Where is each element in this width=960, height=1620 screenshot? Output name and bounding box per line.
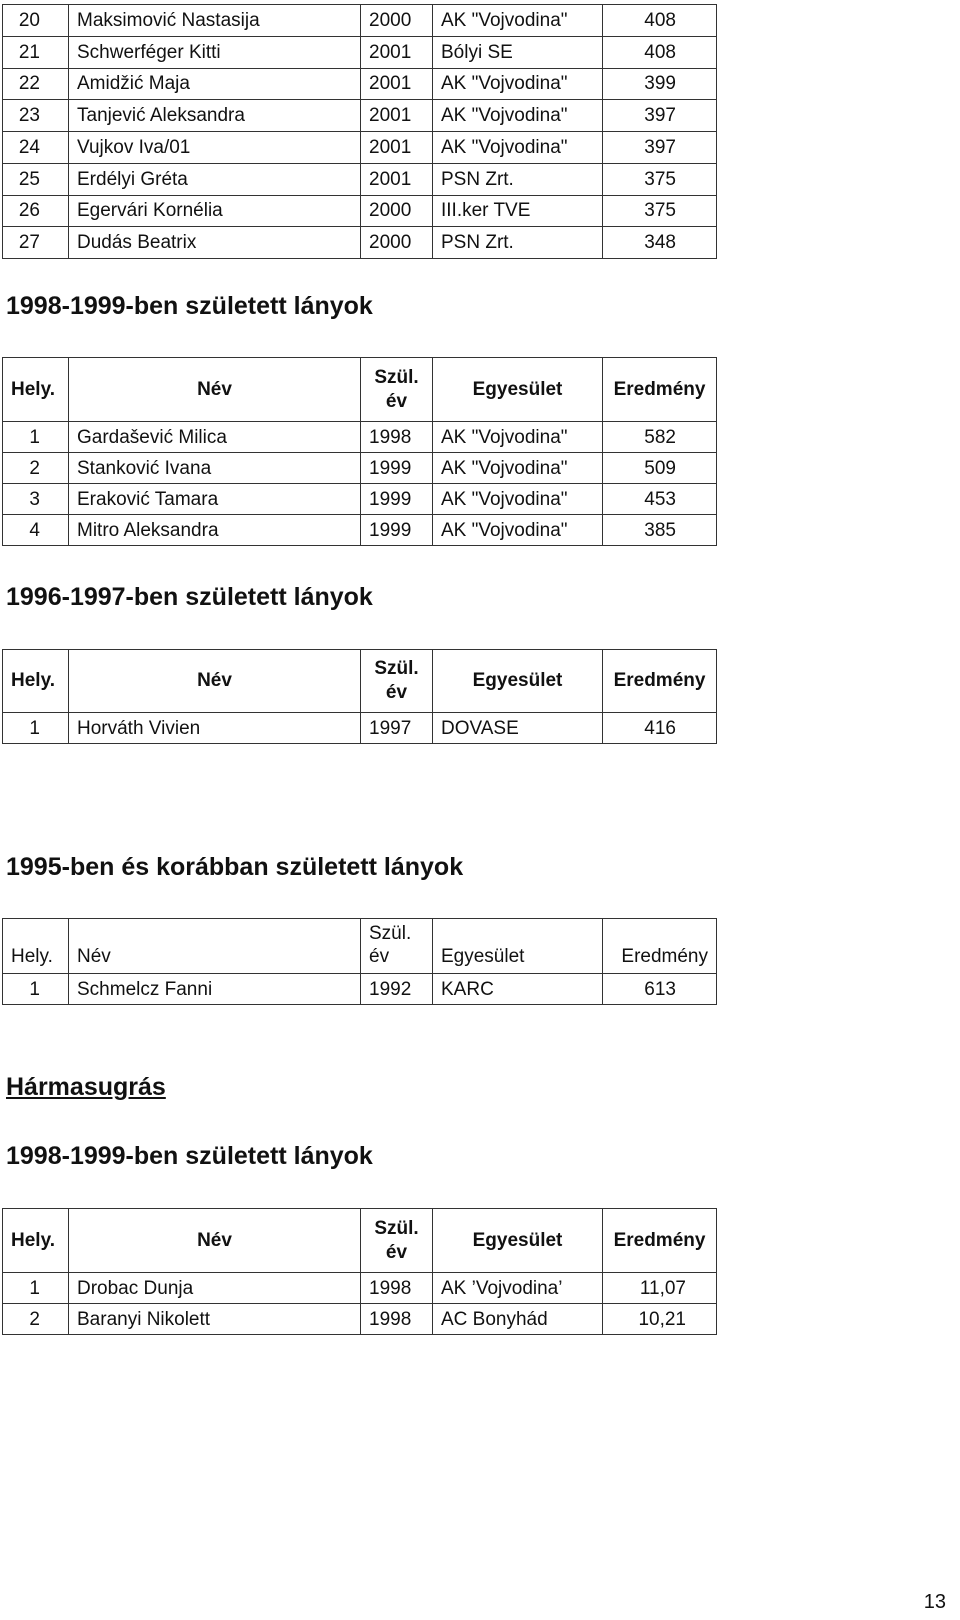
header-result: Eredmény — [603, 358, 717, 422]
row-birth-year: 2001 — [361, 132, 433, 164]
row-place: 23 — [3, 100, 69, 132]
row-birth-year: 2000 — [361, 227, 433, 259]
row-result: 397 — [603, 100, 717, 132]
table-row — [3, 100, 717, 132]
row-club: AK "Vojvodina" — [433, 100, 603, 132]
row-place: 26 — [3, 195, 69, 227]
row-club: PSN Zrt. — [433, 227, 603, 259]
header-result: Eredmény — [603, 919, 717, 974]
header-club: Egyesület — [433, 358, 603, 422]
row-club: III.ker TVE — [433, 195, 603, 227]
row-club: AK "Vojvodina" — [433, 453, 603, 484]
row-name: Eraković Tamara — [69, 484, 361, 515]
row-name: Schwerféger Kitti — [69, 36, 361, 68]
row-club: PSN Zrt. — [433, 163, 603, 195]
row-place: 1 — [3, 713, 69, 744]
row-name: Schmelcz Fanni — [69, 974, 361, 1005]
header-birth-year: Szül. év — [361, 1209, 433, 1273]
row-birth-year: 1998 — [361, 1273, 433, 1304]
row-place: 2 — [3, 1304, 69, 1335]
continued-results-table — [2, 4, 717, 259]
results-table-1998-1999 — [2, 357, 717, 546]
row-place: 3 — [3, 484, 69, 515]
table-row — [3, 974, 717, 1005]
header-club: Egyesület — [433, 1209, 603, 1273]
header-name: Név — [69, 919, 361, 974]
section-title-1998-1999: 1998-1999-ben született lányok — [6, 292, 373, 320]
table-header-row — [3, 650, 717, 713]
row-result: 348 — [603, 227, 717, 259]
header-name: Név — [69, 1209, 361, 1273]
row-birth-year: 1998 — [361, 1304, 433, 1335]
header-place: Hely. — [3, 358, 69, 422]
row-result: 509 — [603, 453, 717, 484]
row-name: Stanković Ivana — [69, 453, 361, 484]
header-place: Hely. — [3, 919, 69, 974]
row-birth-year: 2001 — [361, 100, 433, 132]
table-row — [3, 453, 717, 484]
event-title: Hármasugrás — [6, 1073, 166, 1101]
table-row — [3, 5, 717, 37]
row-club: AK "Vojvodina" — [433, 68, 603, 100]
row-name: Drobac Dunja — [69, 1273, 361, 1304]
row-club: AK "Vojvodina" — [433, 484, 603, 515]
row-place: 21 — [3, 36, 69, 68]
row-place: 1 — [3, 1273, 69, 1304]
results-table-1995 — [2, 918, 717, 1005]
table-row — [3, 36, 717, 68]
table-header-row — [3, 919, 717, 974]
results-table-triple-1998-1999 — [2, 1208, 717, 1335]
row-place: 22 — [3, 68, 69, 100]
table-row — [3, 163, 717, 195]
row-result: 408 — [603, 36, 717, 68]
row-birth-year: 2000 — [361, 195, 433, 227]
section-title-triple-1998-1999: 1998-1999-ben született lányok — [6, 1142, 373, 1170]
row-club: AK "Vojvodina" — [433, 422, 603, 453]
row-birth-year: 1999 — [361, 453, 433, 484]
row-name: Egervári Kornélia — [69, 195, 361, 227]
row-name: Gardašević Milica — [69, 422, 361, 453]
row-name: Mitro Aleksandra — [69, 515, 361, 546]
table-row — [3, 484, 717, 515]
row-name: Amidžić Maja — [69, 68, 361, 100]
row-club: AK "Vojvodina" — [433, 515, 603, 546]
results-table-1996-1997 — [2, 649, 717, 744]
header-birth-year: Szül. év — [361, 358, 433, 422]
row-result: 582 — [603, 422, 717, 453]
row-club: Bólyi SE — [433, 36, 603, 68]
row-name: Erdélyi Gréta — [69, 163, 361, 195]
table-row — [3, 68, 717, 100]
row-birth-year: 2001 — [361, 68, 433, 100]
row-place: 2 — [3, 453, 69, 484]
section-title-1995: 1995-ben és korábban született lányok — [6, 853, 464, 881]
header-birth-year: Szül. év — [361, 650, 433, 713]
row-birth-year: 1999 — [361, 515, 433, 546]
row-place: 25 — [3, 163, 69, 195]
row-birth-year: 1992 — [361, 974, 433, 1005]
row-name: Tanjević Aleksandra — [69, 100, 361, 132]
row-place: 1 — [3, 974, 69, 1005]
row-club: KARC — [433, 974, 603, 1005]
row-result: 375 — [603, 163, 717, 195]
header-name: Név — [69, 650, 361, 713]
row-result: 399 — [603, 68, 717, 100]
table-row — [3, 195, 717, 227]
row-club: AK "Vojvodina" — [433, 132, 603, 164]
header-result: Eredmény — [603, 1209, 717, 1273]
row-birth-year: 1997 — [361, 713, 433, 744]
header-place: Hely. — [3, 1209, 69, 1273]
row-name: Vujkov Iva/01 — [69, 132, 361, 164]
table-row — [3, 713, 717, 744]
row-result: 397 — [603, 132, 717, 164]
row-result: 10,21 — [603, 1304, 717, 1335]
row-club: AK ’Vojvodina’ — [433, 1273, 603, 1304]
row-birth-year: 2000 — [361, 5, 433, 37]
header-club: Egyesület — [433, 919, 603, 974]
row-result: 385 — [603, 515, 717, 546]
section-title-1996-1997: 1996-1997-ben született lányok — [6, 583, 373, 611]
row-birth-year: 1999 — [361, 484, 433, 515]
table-row — [3, 227, 717, 259]
page-number: 13 — [923, 1591, 946, 1613]
row-place: 4 — [3, 515, 69, 546]
row-result: 11,07 — [603, 1273, 717, 1304]
row-birth-year: 2001 — [361, 163, 433, 195]
header-result: Eredmény — [603, 650, 717, 713]
table-row — [3, 1273, 717, 1304]
row-result: 375 — [603, 195, 717, 227]
row-name: Maksimović Nastasija — [69, 5, 361, 37]
header-name: Név — [69, 358, 361, 422]
row-result: 408 — [603, 5, 717, 37]
row-result: 416 — [603, 713, 717, 744]
header-place: Hely. — [3, 650, 69, 713]
table-row — [3, 132, 717, 164]
table-row — [3, 422, 717, 453]
row-name: Horváth Vivien — [69, 713, 361, 744]
row-birth-year: 2001 — [361, 36, 433, 68]
row-club: AC Bonyhád — [433, 1304, 603, 1335]
row-result: 613 — [603, 974, 717, 1005]
row-place: 1 — [3, 422, 69, 453]
row-birth-year: 1998 — [361, 422, 433, 453]
row-name: Baranyi Nikolett — [69, 1304, 361, 1335]
table-header-row — [3, 358, 717, 422]
table-row — [3, 1304, 717, 1335]
table-header-row — [3, 1209, 717, 1273]
row-place: 24 — [3, 132, 69, 164]
row-club: DOVASE — [433, 713, 603, 744]
header-birth-year: Szül. év — [361, 919, 433, 974]
row-result: 453 — [603, 484, 717, 515]
header-club: Egyesület — [433, 650, 603, 713]
row-club: AK "Vojvodina" — [433, 5, 603, 37]
row-place: 27 — [3, 227, 69, 259]
row-place: 20 — [3, 5, 69, 37]
table-row — [3, 515, 717, 546]
row-name: Dudás Beatrix — [69, 227, 361, 259]
